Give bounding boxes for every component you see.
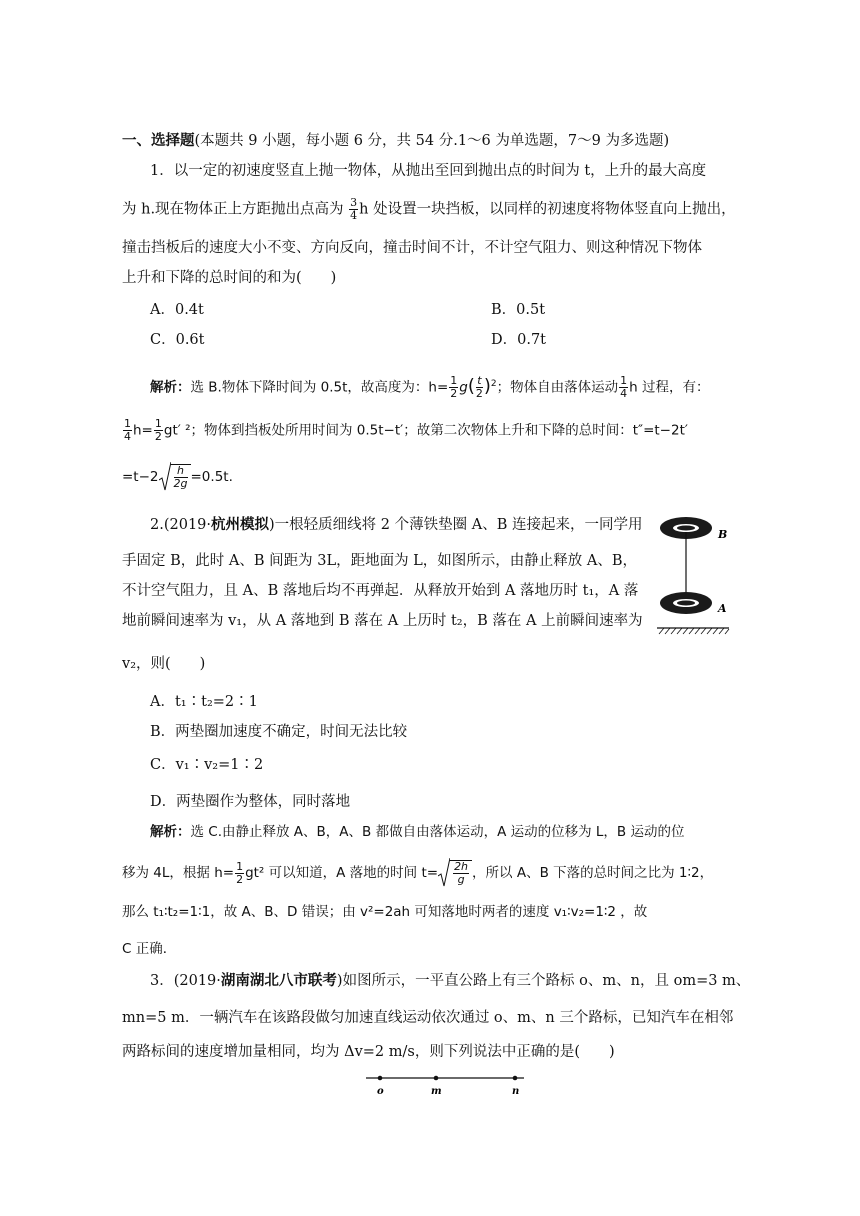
frac-num: 1 — [154, 417, 162, 430]
frac-num: 1 — [124, 417, 131, 430]
fraction-1-2 — [449, 375, 458, 400]
q3-line-3: 两路标间的速度增加量相同，均为 Δv=2 m/s，则下列说法中正确的是( ) — [122, 1044, 615, 1060]
q2-analysis-2b: gt² 可以知道，A 落地的时间 t= — [245, 865, 439, 881]
frac-den: g — [457, 873, 465, 886]
fraction-2h-g — [453, 861, 469, 886]
ground-hatch — [659, 628, 729, 634]
q1-analysis-3 — [122, 464, 233, 490]
q2-analysis-2 — [122, 860, 713, 886]
marker-m-icon — [434, 1076, 439, 1081]
section-note: (本题共 9 小题，每小题 6 分，共 54 分.1～6 为单选题，7～9 为多选题) — [194, 133, 670, 149]
frac-num: h — [174, 465, 188, 478]
fraction-1-4 — [619, 375, 628, 400]
q1-analysis-2a: h= — [133, 422, 153, 439]
frac-den: 2g — [173, 477, 188, 490]
q1-line-2 — [122, 197, 736, 222]
fraction-1-2 — [235, 861, 244, 886]
fraction-3-4 — [349, 197, 358, 222]
label-o: o — [377, 1086, 384, 1097]
analysis-label: 解析： — [150, 824, 191, 840]
frac-den: 4 — [124, 430, 131, 443]
label-b: B — [718, 528, 728, 541]
q2-option-a[interactable]: A．t₁∶t₂=2∶1 — [150, 694, 258, 710]
q2-analysis-3: 那么 t₁∶t₂=1∶1，故 A、B、D 错误；由 v²=2ah 可知落地时两者的速度 v₁∶v₂=1∶2 ，故 — [122, 904, 648, 920]
frac-num: 2h — [454, 860, 469, 873]
q2-analysis-1 — [150, 822, 684, 842]
road-markers-figure — [360, 1072, 530, 1100]
frac-den: 2 — [236, 872, 244, 886]
q1-line-4: 上升和下降的总时间的和为( ) — [122, 270, 337, 286]
q3-line-1 — [150, 971, 750, 991]
q1-analysis-1b: ；物体自由落体运动 — [496, 379, 619, 396]
washers-figure — [655, 510, 735, 638]
q3-line-1a: 3．(2019· — [150, 973, 221, 989]
fraction-1-4 — [123, 418, 132, 443]
label-m: m — [431, 1086, 442, 1097]
analysis-label: 解析： — [150, 379, 191, 396]
q1-option-a[interactable]: A．0.4t — [150, 302, 204, 318]
q2-option-b[interactable]: B．两垫圈加速度不确定，时间无法比较 — [150, 724, 408, 740]
paren-close: ) — [483, 375, 491, 397]
q2-line-3: 不计空气阻力，且 A、B 落地后均不再弹起．从释放开始到 A 落地历时 t₁，A 落 — [122, 583, 639, 599]
q1-line-3: 撞击挡板后的速度大小不变、方向反向，撞击时间不计，不计空气阻力、则这种情况下物体 — [122, 240, 702, 256]
q1-analysis-1 — [150, 374, 710, 400]
frac-num: 1 — [620, 374, 628, 387]
frac-den: 2 — [154, 430, 162, 443]
q2-line-2: 手固定 B，此时 A、B 间距为 3L，距地面为 L，如图所示，由静止释放 A、B， — [122, 553, 638, 569]
frac-den: 2 — [450, 387, 458, 400]
fraction-h-2g — [174, 465, 188, 490]
q1-option-c[interactable]: C．0.6t — [150, 332, 205, 348]
q1-line-2a: 为 h.现在物体正上方距抛出点高为 — [122, 201, 344, 218]
radical-sign-icon — [159, 462, 171, 492]
frac-num: 3 — [350, 196, 358, 209]
q2-analysis-2a: 移为 4L，根据 h= — [122, 865, 235, 881]
q1-analysis-3b: =0.5t. — [190, 469, 233, 485]
q2-line-1b: )一根轻质细线将 2 个薄铁垫圈 A、B 连接起来，一同学用 — [269, 517, 643, 533]
q2-option-d[interactable]: D．两垫圈作为整体，同时落地 — [150, 794, 351, 810]
q2-analysis-1-text: 选 C.由静止释放 A、B，A、B 都做自由落体运动，A 运动的位移为 L，B 运动的位 — [190, 824, 685, 840]
marker-n-icon — [513, 1076, 518, 1081]
radical-sign-icon — [438, 858, 450, 888]
frac-num: t — [477, 374, 482, 387]
q2-line-1 — [150, 515, 642, 535]
paren-open: ( — [467, 375, 475, 397]
marker-o-icon — [378, 1076, 383, 1081]
q1-analysis-2b: gt′ ²；物体到挡板处所用时间为 0.5t−t′；故第二次物体上升和下降的总时间：t″=t−2t′ — [163, 422, 688, 439]
q2-line-1a: 2.(2019· — [150, 517, 212, 533]
q1-option-b[interactable]: B．0.5t — [491, 302, 546, 318]
section-header — [122, 131, 669, 151]
section-title: 一、选择题 — [122, 132, 195, 149]
frac-den: 4 — [350, 209, 358, 222]
q2-analysis-2c: ，所以 A、B 下落的总时间之比为 1∶2， — [472, 865, 714, 881]
q1-analysis-1c: h 过程，有： — [629, 379, 710, 396]
sqrt-h-over-2g — [159, 464, 191, 490]
frac-den: 2 — [475, 387, 483, 400]
q1-analysis-1a: 选 B.物体下降时间为 0.5t，故高度为：h= — [190, 379, 449, 396]
q1-analysis-2 — [122, 418, 688, 443]
q1-analysis-3a: =t−2 — [122, 469, 159, 485]
frac-num: 1 — [450, 374, 458, 387]
q1-line-1: 1．以一定的初速度竖直上抛一物体，从抛出至回到抛出点的时间为 t，上升的最大高度 — [150, 163, 707, 179]
fraction-1-2 — [154, 418, 163, 443]
q2-line-5: v₂，则( ) — [122, 656, 206, 672]
fraction-t-2 — [476, 375, 483, 400]
q1-option-d[interactable]: D．0.7t — [491, 332, 547, 348]
frac-den: 4 — [620, 387, 628, 400]
q3-line-2: mn=5 m．一辆汽车在该路段做匀加速直线运动依次通过 o、m、n 三个路标，已知汽车在相邻 — [122, 1010, 734, 1026]
label-n: n — [512, 1086, 520, 1097]
sqrt-2h-over-g — [438, 860, 472, 886]
q2-source: 杭州模拟 — [211, 516, 270, 533]
q3-line-1b: )如图所示，一平直公路上有三个路标 o、m、n，且 om=3 m、 — [336, 973, 751, 989]
q1-line-2b: h 处设置一块挡板，以同样的初速度将物体竖直向上抛出， — [359, 201, 736, 218]
superscript-2: 2 — [490, 379, 497, 389]
var-g: g — [459, 379, 468, 396]
q3-source: 湖南湖北八市联考 — [220, 972, 337, 989]
q2-line-4: 地前瞬间速率为 v₁，从 A 落地到 B 落在 A 上历时 t₂，B 落在 A 上前瞬间速率为 — [122, 613, 643, 629]
frac-num: 1 — [236, 859, 244, 873]
label-a: A — [718, 602, 727, 615]
q2-analysis-4: C 正确． — [122, 941, 177, 957]
q2-option-c[interactable]: C．v₁∶v₂=1∶2 — [150, 757, 264, 773]
